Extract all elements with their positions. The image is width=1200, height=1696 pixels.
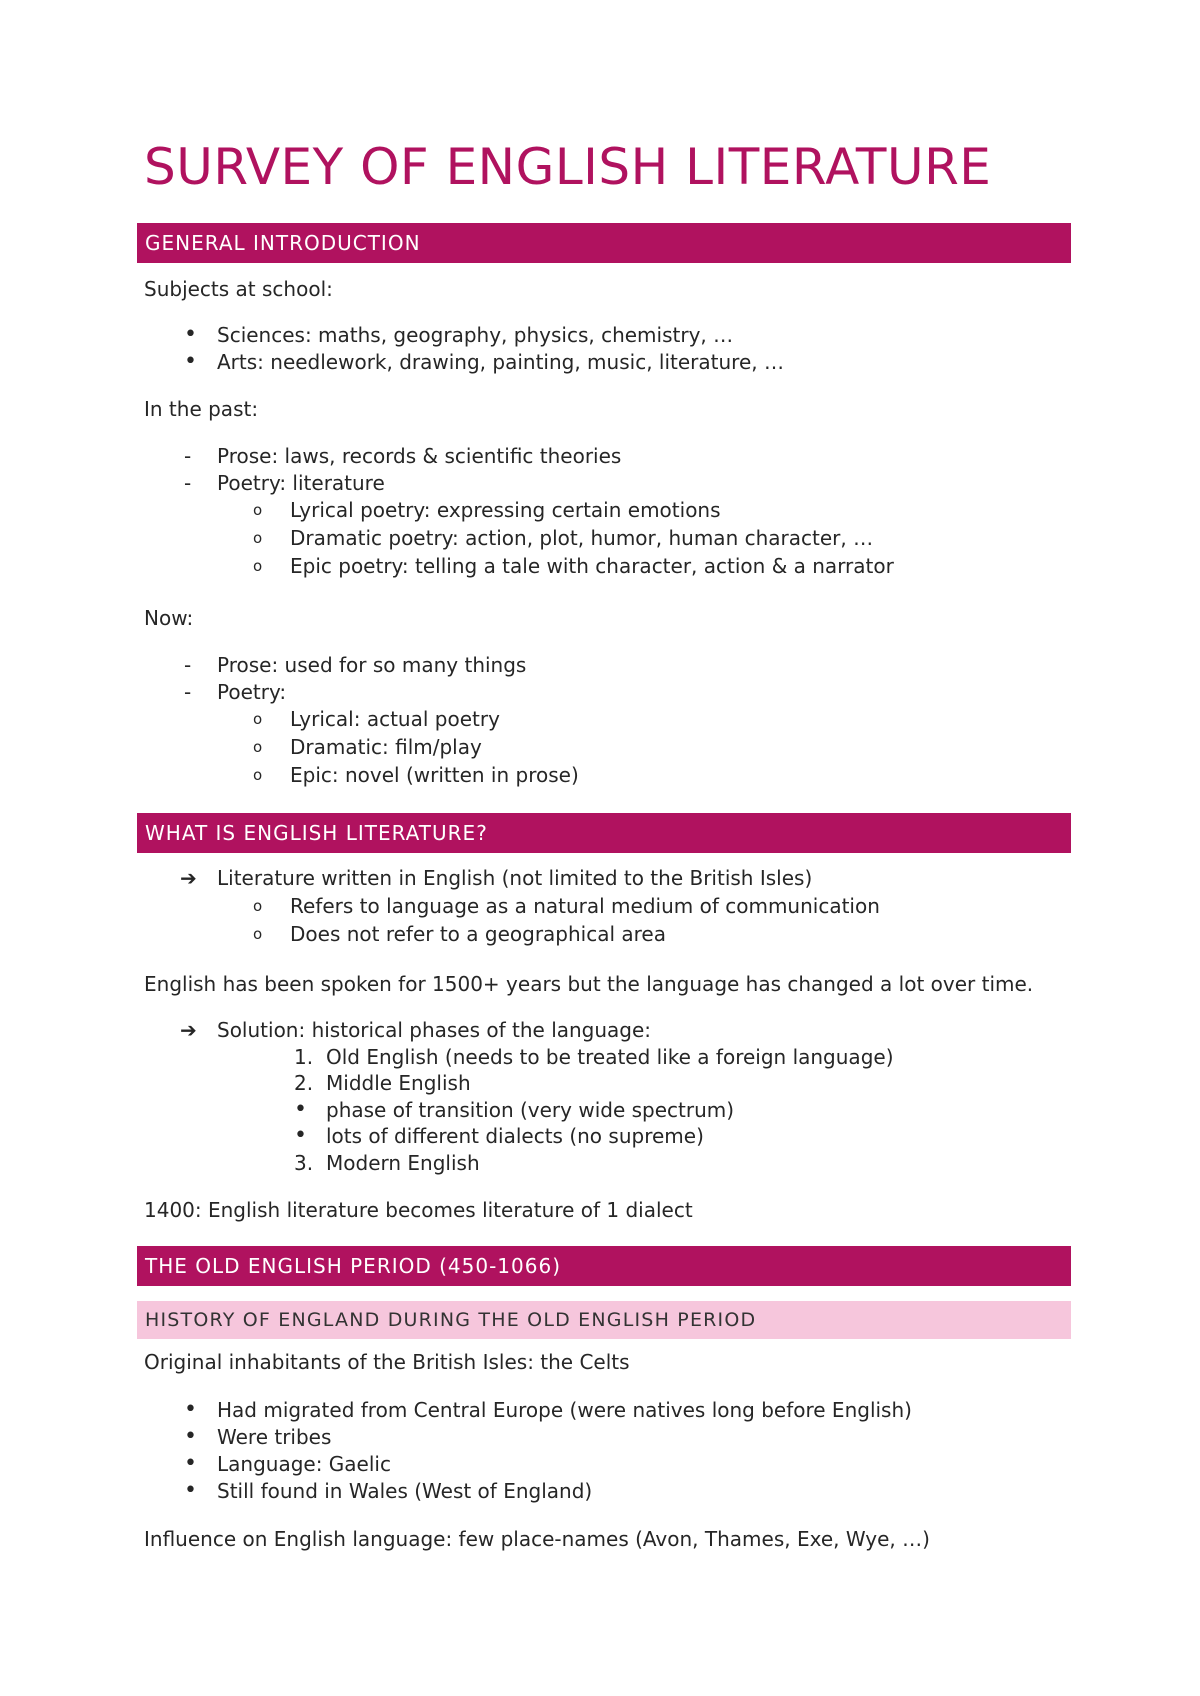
list-item: Epic: novel (written in prose) xyxy=(290,763,579,787)
arrow-icon: ➔ xyxy=(180,1018,197,1042)
list-marker: 2. xyxy=(294,1071,314,1095)
paragraph: 1400: English literature becomes literature of 1 dialect xyxy=(144,1198,693,1222)
document-title: SURVEY OF ENGLISH LITERATURE xyxy=(144,138,992,196)
circle-bullet-icon: o xyxy=(253,925,263,943)
arrow-item: Literature written in English (not limited to the British Isles) xyxy=(217,866,813,890)
now-intro: Now: xyxy=(144,606,194,630)
list-item: Modern English xyxy=(326,1151,480,1175)
past-intro: In the past: xyxy=(144,397,259,421)
dash-marker: - xyxy=(184,471,192,495)
list-item: Old English (needs to be treated like a foreign language) xyxy=(326,1045,894,1069)
circle-bullet-icon: o xyxy=(253,766,263,784)
subjects-intro: Subjects at school: xyxy=(144,277,333,301)
list-item: Prose: used for so many things xyxy=(217,653,527,677)
list-item: Dramatic poetry: action, plot, humor, human character, … xyxy=(290,526,874,550)
list-marker: 3. xyxy=(294,1151,314,1175)
bullet-icon: • xyxy=(184,322,197,347)
circle-bullet-icon: o xyxy=(253,897,263,915)
list-item: Language: Gaelic xyxy=(217,1452,391,1476)
circle-bullet-icon: o xyxy=(253,557,263,575)
list-item: Lyrical poetry: expressing certain emotions xyxy=(290,498,721,522)
list-item: Arts: needlework, drawing, painting, music, literature, … xyxy=(217,350,784,374)
bullet-icon: • xyxy=(184,1397,197,1422)
list-item: Still found in Wales (West of England) xyxy=(217,1479,593,1503)
dash-marker: - xyxy=(184,653,192,677)
bullet-icon: • xyxy=(184,349,197,374)
circle-bullet-icon: o xyxy=(253,710,263,728)
dash-marker: - xyxy=(184,444,192,468)
section-heading-old-english-period: THE OLD ENGLISH PERIOD (450-1066) xyxy=(137,1246,1071,1286)
arrow-icon: ➔ xyxy=(180,866,197,890)
list-item: Refers to language as a natural medium of communication xyxy=(290,894,880,918)
paragraph: English has been spoken for 1500+ years but the language has changed a lot over time. xyxy=(144,972,1034,996)
arrow-item: Solution: historical phases of the language: xyxy=(217,1018,652,1042)
list-item: Middle English xyxy=(326,1071,471,1095)
list-item: Sciences: maths, geography, physics, chemistry, … xyxy=(217,323,734,347)
bullet-icon: • xyxy=(184,1478,197,1503)
list-item: Were tribes xyxy=(217,1425,332,1449)
list-marker: 1. xyxy=(294,1045,314,1069)
bullet-icon: • xyxy=(294,1123,307,1148)
list-item: Had migrated from Central Europe (were natives long before English) xyxy=(217,1398,912,1422)
section-heading-what-is-english-literature: WHAT IS ENGLISH LITERATURE? xyxy=(137,813,1071,853)
circle-bullet-icon: o xyxy=(253,529,263,547)
subsection-heading-history-of-england: HISTORY OF ENGLAND DURING THE OLD ENGLISH PERIOD xyxy=(137,1301,1071,1339)
list-item: Lyrical: actual poetry xyxy=(290,707,500,731)
list-item: Poetry: xyxy=(217,680,287,704)
bullet-icon: • xyxy=(294,1097,307,1122)
dash-marker: - xyxy=(184,680,192,704)
list-item: Prose: laws, records & scientific theories xyxy=(217,444,622,468)
list-item: Epic poetry: telling a tale with character, action & a narrator xyxy=(290,554,894,578)
list-item: lots of different dialects (no supreme) xyxy=(326,1124,704,1148)
list-item: Dramatic: film/play xyxy=(290,735,482,759)
circle-bullet-icon: o xyxy=(253,501,263,519)
list-item: Poetry: literature xyxy=(217,471,385,495)
list-item: phase of transition (very wide spectrum) xyxy=(326,1098,735,1122)
list-item: Does not refer to a geographical area xyxy=(290,922,666,946)
section-heading-general-introduction: GENERAL INTRODUCTION xyxy=(137,223,1071,263)
paragraph: Influence on English language: few place-names (Avon, Thames, Exe, Wye, …) xyxy=(144,1527,930,1551)
paragraph: Original inhabitants of the British Isles: the Celts xyxy=(144,1350,630,1374)
bullet-icon: • xyxy=(184,1424,197,1449)
circle-bullet-icon: o xyxy=(253,738,263,756)
bullet-icon: • xyxy=(184,1451,197,1476)
